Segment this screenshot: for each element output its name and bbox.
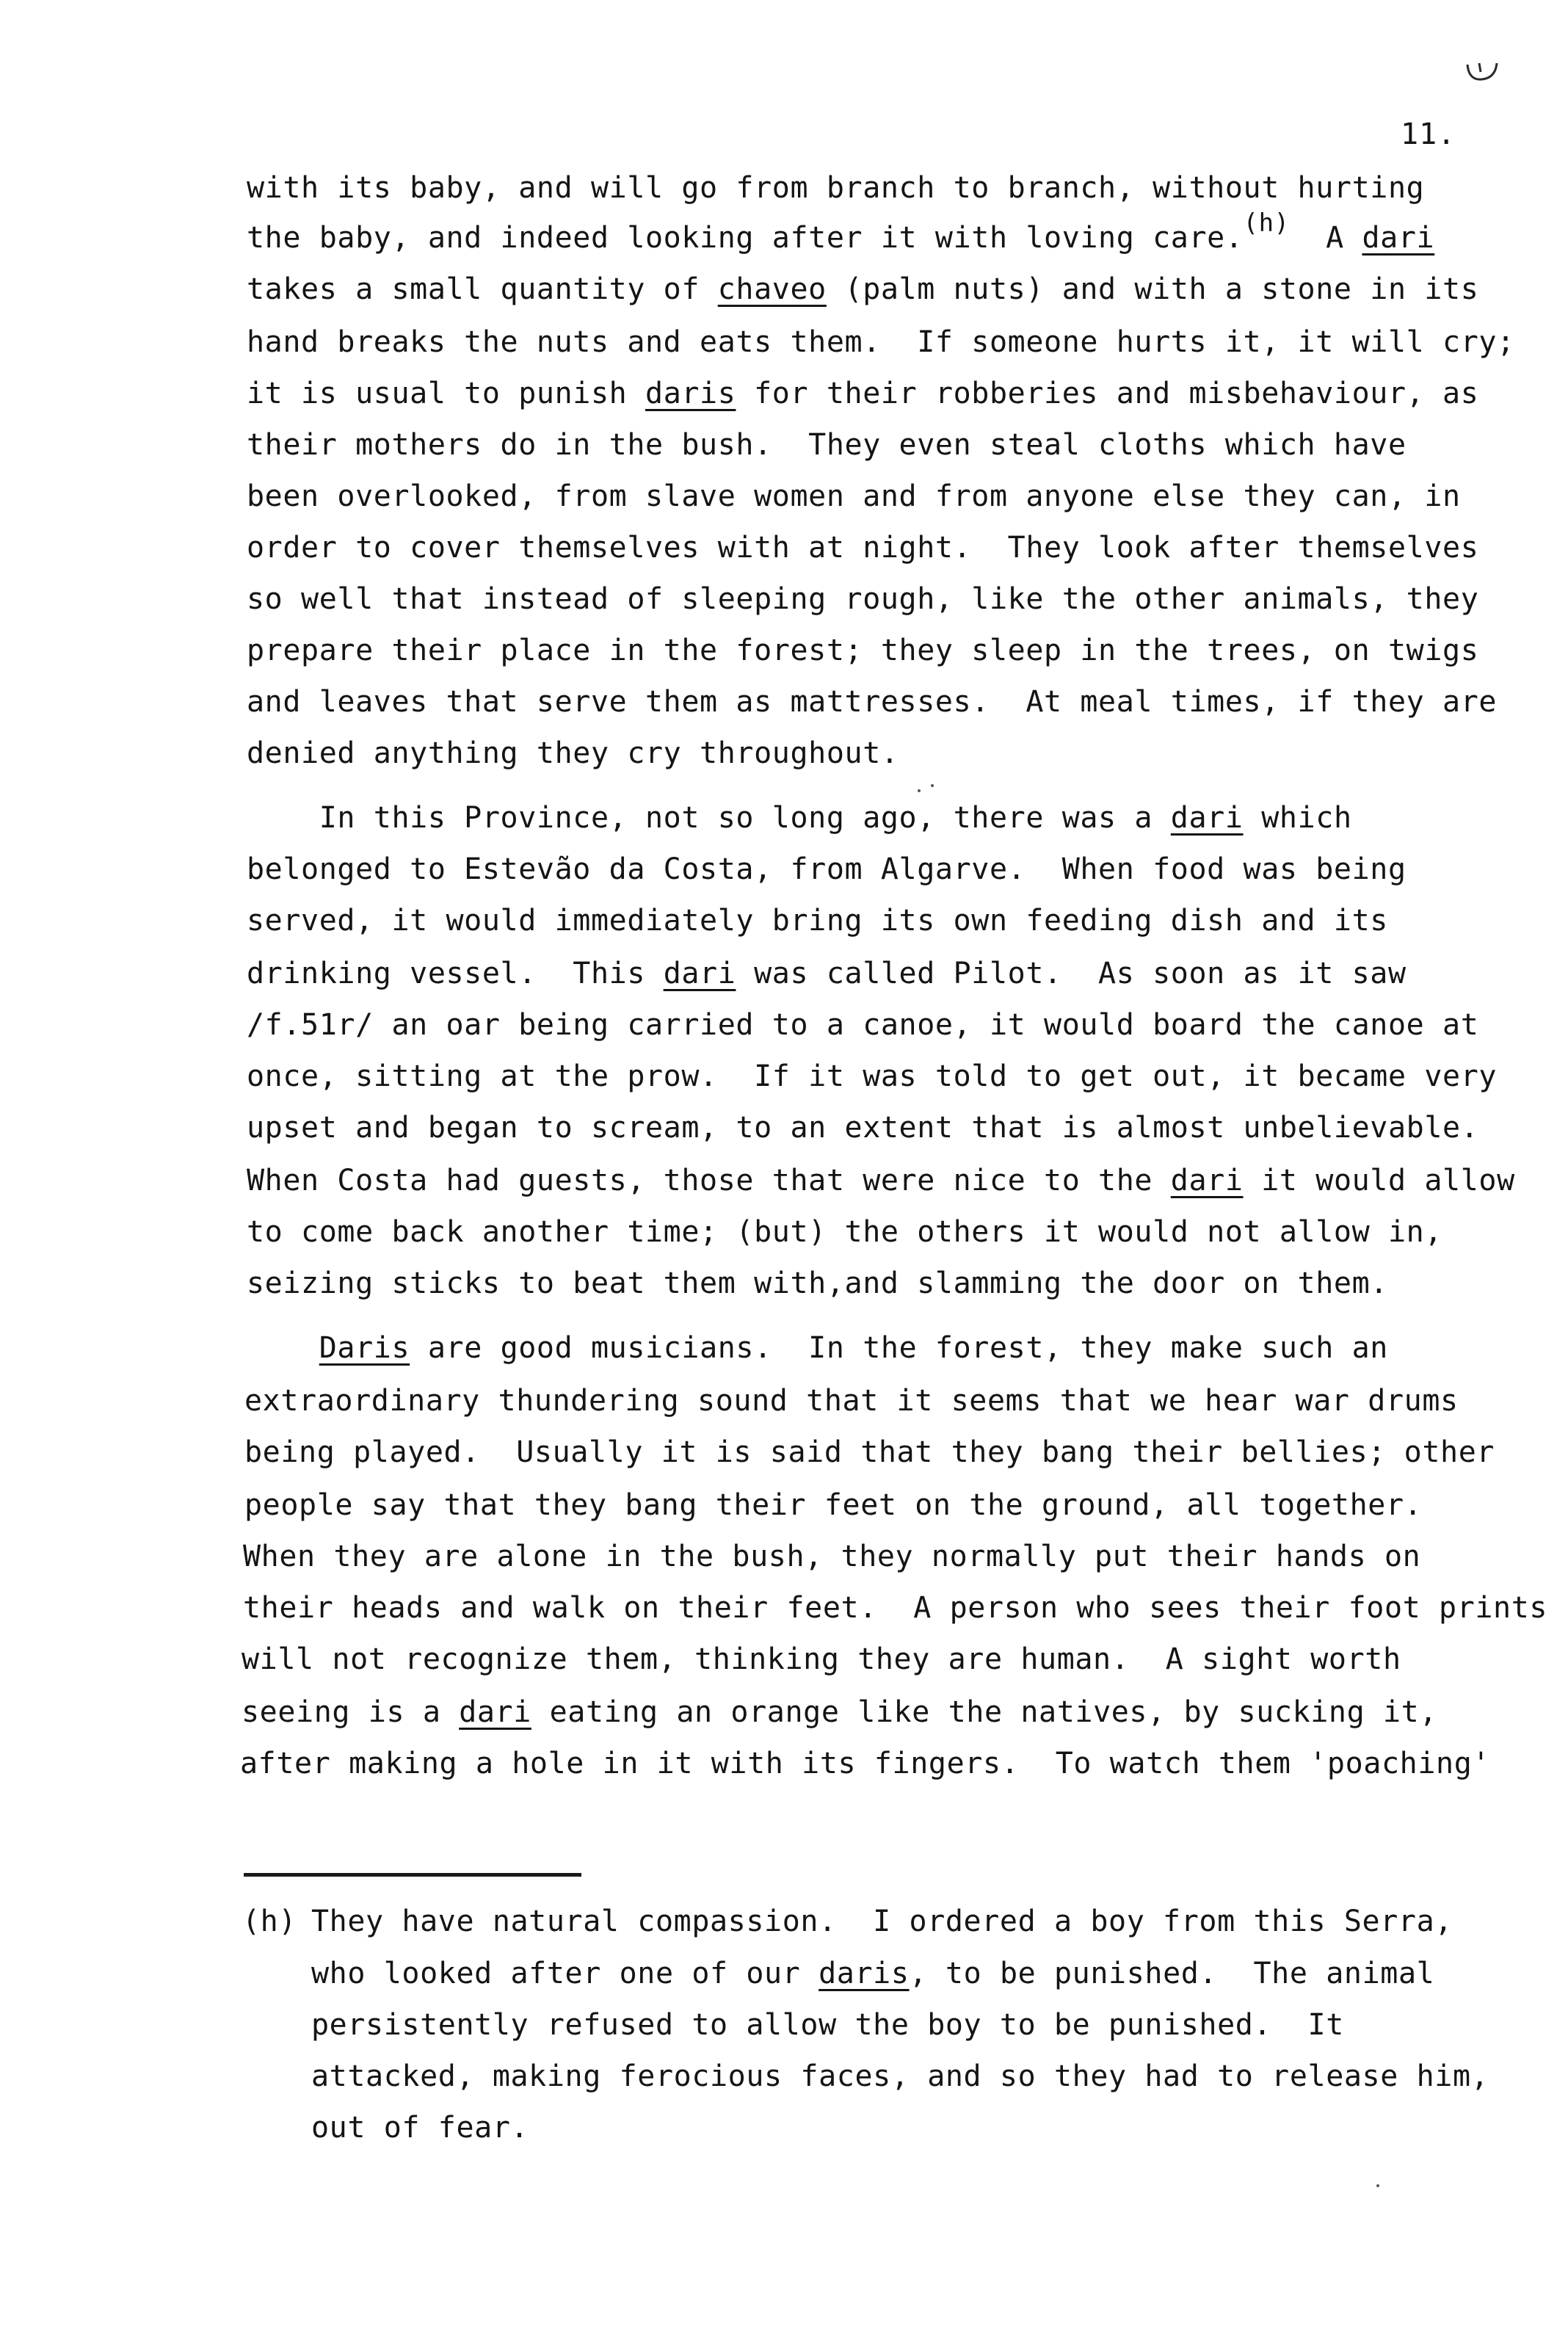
body-line [243, 1593, 1547, 1623]
footnote-line [311, 2010, 1344, 2040]
footnote-line [311, 2111, 529, 2145]
body-line [247, 173, 1424, 203]
body-line [247, 1059, 1498, 1093]
body-line [247, 327, 1515, 357]
body-line [247, 272, 1479, 306]
underlined-term: daris [819, 1957, 910, 1990]
text-run: order to cover themselves with at night. They look after themselves [247, 531, 1479, 565]
text-run: When they are alone in the bush, they normally put their hands on [243, 1540, 1421, 1573]
scan-speck [918, 789, 921, 792]
underlined-term: chaveo [717, 272, 827, 306]
body-line [247, 1217, 1442, 1247]
underlined-term: dari [1170, 801, 1244, 835]
text-run: attacked, making ferocious faces, and so they had to release him, [311, 2059, 1489, 2093]
text-run: , to be punished. The animal [909, 1957, 1435, 1990]
underlined-term: dari [663, 957, 736, 990]
text-run: belonged to Estevão da Costa, from Algarve. When food was being [247, 852, 1407, 886]
text-run: A [1289, 221, 1362, 255]
body-line [247, 1166, 1515, 1195]
body-line [244, 1435, 1495, 1469]
text-run: it is usual to punish [247, 377, 646, 410]
text-run: /f.51r/ an oar being carried to a canoe, it would board the canoe at [247, 1008, 1479, 1042]
text-run: which [1243, 801, 1352, 835]
text-run: once, sitting at the prow. If it was told to get out, it became very [247, 1059, 1498, 1093]
text-run: denied anything they cry throughout. [247, 736, 899, 770]
footnote-line [311, 1907, 1453, 1936]
body-line [247, 852, 1407, 886]
text-run: it would allow [1243, 1164, 1515, 1197]
body-line [247, 687, 1497, 717]
text-run: served, it would immediately bring its own feeding dish and its [247, 904, 1388, 938]
body-line [243, 1542, 1420, 1571]
text-run: hand breaks the nuts and eats them. If someone hurts it, it will cry; [247, 325, 1515, 359]
text-run: to come back another time; (but) the others it would not allow in, [247, 1215, 1443, 1249]
body-line [247, 1269, 1388, 1298]
body-line [244, 1386, 1459, 1416]
page-number: 11. [1401, 117, 1456, 151]
body-line [247, 904, 1388, 938]
text-run: after making a hole in it with its fingers. To watch them 'poaching' [240, 1747, 1491, 1780]
text-run: When Costa had guests, those that were nice to the [247, 1164, 1171, 1197]
underlined-term: dari [1170, 1164, 1244, 1197]
text-run: In this Province, not so long ago, there was a [247, 801, 1171, 835]
underlined-term: dari [1362, 221, 1435, 255]
text-run: prepare their place in the forest; they sleep in the trees, on twigs [247, 634, 1479, 667]
body-line [247, 209, 1435, 255]
footnote-marker: (h) [242, 1905, 297, 1938]
text-run: are good musicians. In the forest, they make such an [410, 1331, 1388, 1365]
text-run: was called Pilot. As soon as it saw [736, 957, 1407, 990]
footnote-separator [244, 1873, 581, 1877]
footnote-line [311, 2059, 1489, 2093]
body-line [247, 479, 1461, 513]
text-run: will not recognize them, thinking they are human. A sight worth [242, 1642, 1401, 1676]
text-run: out of fear. [311, 2111, 529, 2145]
text-run: who looked after one of our [311, 1957, 819, 1990]
text-run: and leaves that serve them as mattresses. At meal times, if they are [247, 685, 1498, 719]
text-run: being played. Usually it is said that they bang their bellies; other [244, 1435, 1495, 1469]
text-run: people say that they bang their feet on the ground, all together. [244, 1488, 1423, 1522]
text-run: their mothers do in the bush. They even steal cloths which have [247, 428, 1407, 462]
text-run: with its baby, and will go from branch to branch, without hurting [247, 171, 1425, 205]
body-line [247, 379, 1478, 408]
text-run: been overlooked, from slave women and from anyone else they can, in [247, 479, 1461, 513]
text-run [247, 1331, 319, 1365]
body-line [242, 1642, 1401, 1676]
body-line [247, 531, 1479, 565]
text-run: persistently refused to allow the boy to be punished. It [311, 2008, 1344, 2042]
text-run: seeing is a [242, 1695, 460, 1729]
text-run: takes a small quantity of [247, 272, 718, 306]
body-line [247, 1333, 1388, 1363]
text-run: the baby, and indeed looking after it with loving care. [247, 221, 1244, 255]
text-run: so well that instead of sleeping rough, like the other animals, they [247, 582, 1479, 616]
body-line [242, 1697, 1437, 1727]
body-line [247, 636, 1478, 665]
body-line [247, 430, 1407, 460]
body-line [247, 736, 899, 770]
footnote-reference: (h) [1243, 209, 1290, 238]
text-run: eating an orange like the natives, by sucking it, [531, 1695, 1438, 1729]
text-run: their heads and walk on their feet. A person who sees their foot prints [243, 1591, 1548, 1625]
text-run: drinking vessel. This [247, 957, 664, 990]
scan-speck [931, 784, 934, 787]
text-run: They have natural compassion. I ordered a boy from this Serra, [311, 1905, 1453, 1938]
body-line [244, 1490, 1422, 1520]
footnote-line [311, 1959, 1434, 1988]
body-line [247, 1111, 1479, 1145]
text-run: seizing sticks to beat them with,and slamming the door on them. [247, 1267, 1388, 1300]
body-line [247, 959, 1407, 988]
scan-speck [1376, 2184, 1379, 2187]
text-run: upset and began to scream, to an extent that is almost unbelievable. [247, 1111, 1479, 1145]
body-line [247, 584, 1478, 614]
underlined-term: dari [459, 1695, 531, 1729]
body-line [240, 1749, 1490, 1778]
underlined-term: Daris [319, 1331, 410, 1365]
archive-stamp-mark [1464, 59, 1500, 84]
underlined-term: daris [645, 377, 736, 410]
text-run: extraordinary thundering sound that it seems that we hear war drums [244, 1384, 1459, 1418]
text-run: (palm nuts) and with a stone in its [826, 272, 1479, 306]
body-line [247, 803, 1352, 833]
body-line [247, 1010, 1478, 1040]
text-run: for their robberies and misbehaviour, as [736, 377, 1479, 410]
